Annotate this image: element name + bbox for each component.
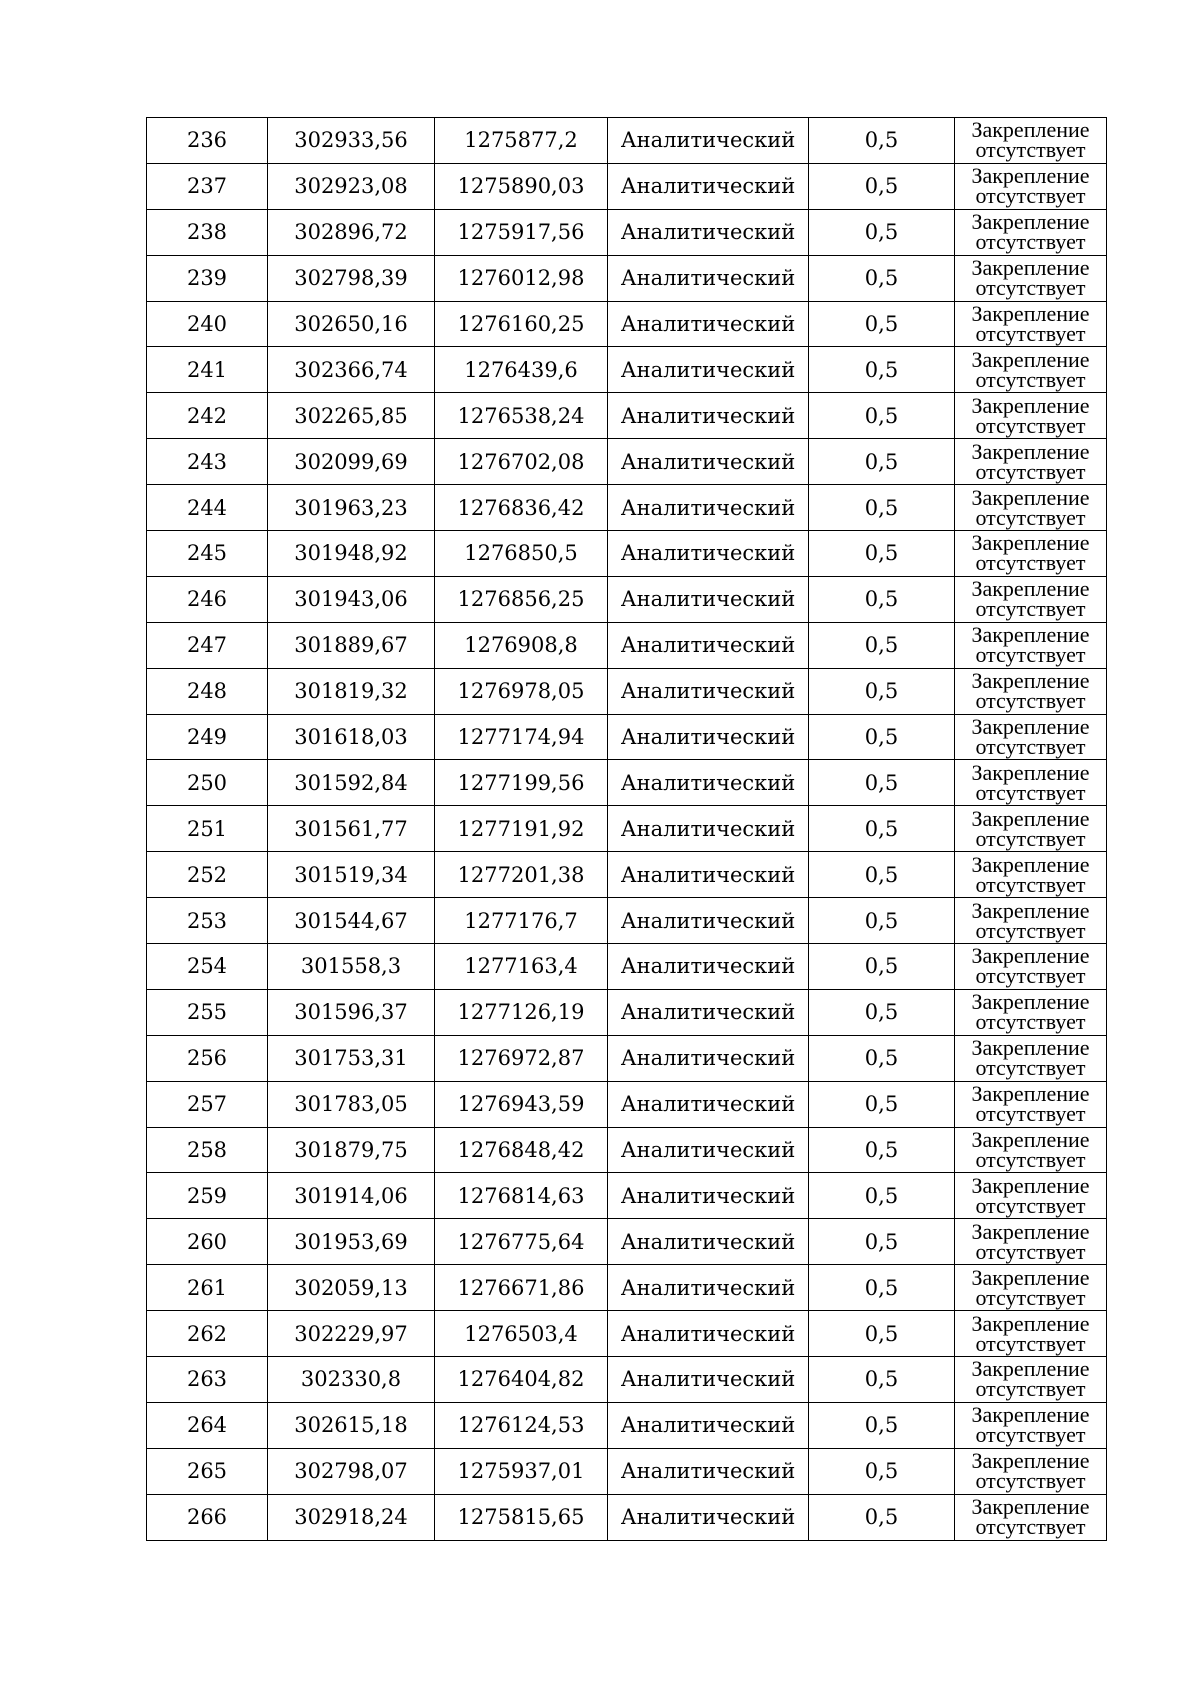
fixation-note-line: Закрепление xyxy=(971,897,1090,923)
y-coordinate-cell: 1276856,25 xyxy=(435,576,608,622)
accuracy-cell: 0,5 xyxy=(809,1081,955,1127)
fixation-note-line: отсутствует xyxy=(975,275,1086,301)
fixation-note-line: отсутствует xyxy=(975,183,1086,209)
y-coordinate-cell: 1276124,53 xyxy=(435,1402,608,1448)
fixation-note-cell xyxy=(955,668,1107,714)
y-coordinate-cell: 1276702,08 xyxy=(435,439,608,485)
fixation-note-cell xyxy=(955,347,1107,393)
method-cell: Аналитический xyxy=(608,1219,809,1265)
method-cell: Аналитический xyxy=(608,944,809,990)
accuracy-cell: 0,5 xyxy=(809,668,955,714)
fixation-note-cell xyxy=(955,989,1107,1035)
point-number-cell: 254 xyxy=(147,944,268,990)
fixation-note-line: Закрепление xyxy=(971,255,1090,281)
fixation-note-line: Закрепление xyxy=(971,117,1090,143)
fixation-note-line: отсутствует xyxy=(975,550,1086,576)
x-coordinate-cell: 301914,06 xyxy=(268,1173,435,1219)
table-row xyxy=(147,347,1107,393)
x-coordinate-cell: 301783,05 xyxy=(268,1081,435,1127)
accuracy-cell: 0,5 xyxy=(809,1448,955,1494)
accuracy-cell: 0,5 xyxy=(809,347,955,393)
y-coordinate-cell: 1276538,24 xyxy=(435,393,608,439)
y-coordinate-cell: 1277163,4 xyxy=(435,944,608,990)
point-number-cell: 248 xyxy=(147,668,268,714)
accuracy-cell: 0,5 xyxy=(809,1219,955,1265)
x-coordinate-cell: 302330,8 xyxy=(268,1357,435,1403)
accuracy-cell: 0,5 xyxy=(809,1311,955,1357)
x-coordinate-cell: 302650,16 xyxy=(268,301,435,347)
x-coordinate-cell: 301592,84 xyxy=(268,760,435,806)
point-number-cell: 241 xyxy=(147,347,268,393)
y-coordinate-cell: 1276814,63 xyxy=(435,1173,608,1219)
fixation-note-line: отсутствует xyxy=(975,1330,1086,1356)
fixation-note-line: отсутствует xyxy=(975,1284,1086,1310)
fixation-note-cell xyxy=(955,485,1107,531)
point-number-cell: 260 xyxy=(147,1219,268,1265)
fixation-note-line: Закрепление xyxy=(971,346,1090,372)
point-number-cell: 250 xyxy=(147,760,268,806)
accuracy-cell: 0,5 xyxy=(809,1127,955,1173)
point-number-cell: 240 xyxy=(147,301,268,347)
y-coordinate-cell: 1277176,7 xyxy=(435,898,608,944)
accuracy-cell: 0,5 xyxy=(809,485,955,531)
y-coordinate-cell: 1276160,25 xyxy=(435,301,608,347)
fixation-note-line: Закрепление xyxy=(971,989,1090,1015)
fixation-note-line: отсутствует xyxy=(975,1468,1086,1494)
fixation-note-line: Закрепление xyxy=(971,1264,1090,1290)
x-coordinate-cell: 301596,37 xyxy=(268,989,435,1035)
accuracy-cell: 0,5 xyxy=(809,806,955,852)
x-coordinate-cell: 302099,69 xyxy=(268,439,435,485)
accuracy-cell: 0,5 xyxy=(809,1494,955,1540)
fixation-note-line: Закрепление xyxy=(971,622,1090,648)
y-coordinate-cell: 1275890,03 xyxy=(435,163,608,209)
fixation-note-line: отсутствует xyxy=(975,1376,1086,1402)
x-coordinate-cell: 302798,07 xyxy=(268,1448,435,1494)
y-coordinate-cell: 1275917,56 xyxy=(435,209,608,255)
table-row xyxy=(147,163,1107,209)
fixation-note-cell xyxy=(955,1173,1107,1219)
table-row xyxy=(147,1311,1107,1357)
point-number-cell: 239 xyxy=(147,255,268,301)
y-coordinate-cell: 1276404,82 xyxy=(435,1357,608,1403)
x-coordinate-cell: 302923,08 xyxy=(268,163,435,209)
y-coordinate-cell: 1276978,05 xyxy=(435,668,608,714)
table-row xyxy=(147,1173,1107,1219)
fixation-note-cell xyxy=(955,1357,1107,1403)
y-coordinate-cell: 1276775,64 xyxy=(435,1219,608,1265)
point-number-cell: 261 xyxy=(147,1265,268,1311)
method-cell: Аналитический xyxy=(608,898,809,944)
point-number-cell: 252 xyxy=(147,852,268,898)
fixation-note-line: Закрепление xyxy=(971,530,1090,556)
table-row xyxy=(147,1219,1107,1265)
y-coordinate-cell: 1275877,2 xyxy=(435,118,608,164)
fixation-note-line: отсутствует xyxy=(975,504,1086,530)
method-cell: Аналитический xyxy=(608,1035,809,1081)
fixation-note-line: Закрепление xyxy=(971,1127,1090,1153)
fixation-note-line: отсутствует xyxy=(975,1192,1086,1218)
method-cell: Аналитический xyxy=(608,760,809,806)
x-coordinate-cell: 301819,32 xyxy=(268,668,435,714)
accuracy-cell: 0,5 xyxy=(809,1402,955,1448)
accuracy-cell: 0,5 xyxy=(809,760,955,806)
point-number-cell: 237 xyxy=(147,163,268,209)
method-cell: Аналитический xyxy=(608,347,809,393)
x-coordinate-cell: 301519,34 xyxy=(268,852,435,898)
method-cell: Аналитический xyxy=(608,1173,809,1219)
fixation-note-cell xyxy=(955,1127,1107,1173)
fixation-note-cell xyxy=(955,163,1107,209)
point-number-cell: 244 xyxy=(147,485,268,531)
fixation-note-cell xyxy=(955,944,1107,990)
fixation-note-cell xyxy=(955,1035,1107,1081)
table-row xyxy=(147,668,1107,714)
method-cell: Аналитический xyxy=(608,1357,809,1403)
x-coordinate-cell: 301953,69 xyxy=(268,1219,435,1265)
point-number-cell: 245 xyxy=(147,531,268,577)
fixation-note-line: отсутствует xyxy=(975,366,1086,392)
method-cell: Аналитический xyxy=(608,1311,809,1357)
accuracy-cell: 0,5 xyxy=(809,898,955,944)
table-row xyxy=(147,439,1107,485)
fixation-note-line: Закрепление xyxy=(971,805,1090,831)
table-row xyxy=(147,989,1107,1035)
fixation-note-cell xyxy=(955,1311,1107,1357)
fixation-note-cell xyxy=(955,806,1107,852)
point-number-cell: 264 xyxy=(147,1402,268,1448)
fixation-note-line: Закрепление xyxy=(971,1448,1090,1474)
table-row xyxy=(147,301,1107,347)
fixation-note-cell xyxy=(955,531,1107,577)
x-coordinate-cell: 302059,13 xyxy=(268,1265,435,1311)
table-row xyxy=(147,118,1107,164)
method-cell: Аналитический xyxy=(608,714,809,760)
fixation-note-line: отсутствует xyxy=(975,963,1086,989)
fixation-note-cell xyxy=(955,622,1107,668)
point-number-cell: 236 xyxy=(147,118,268,164)
fixation-note-line: отсутствует xyxy=(975,1055,1086,1081)
x-coordinate-cell: 301618,03 xyxy=(268,714,435,760)
y-coordinate-cell: 1276848,42 xyxy=(435,1127,608,1173)
fixation-note-line: Закрепление xyxy=(971,1035,1090,1061)
table-row xyxy=(147,806,1107,852)
y-coordinate-cell: 1276908,8 xyxy=(435,622,608,668)
fixation-note-line: Закрепление xyxy=(971,714,1090,740)
x-coordinate-cell: 301561,77 xyxy=(268,806,435,852)
table-row xyxy=(147,1402,1107,1448)
table-row xyxy=(147,944,1107,990)
point-number-cell: 263 xyxy=(147,1357,268,1403)
accuracy-cell: 0,5 xyxy=(809,1035,955,1081)
x-coordinate-cell: 302798,39 xyxy=(268,255,435,301)
table-row xyxy=(147,1265,1107,1311)
fixation-note-cell xyxy=(955,1081,1107,1127)
method-cell: Аналитический xyxy=(608,806,809,852)
method-cell: Аналитический xyxy=(608,576,809,622)
y-coordinate-cell: 1277174,94 xyxy=(435,714,608,760)
x-coordinate-cell: 301963,23 xyxy=(268,485,435,531)
point-number-cell: 247 xyxy=(147,622,268,668)
fixation-note-cell xyxy=(955,760,1107,806)
fixation-note-cell xyxy=(955,118,1107,164)
fixation-note-line: Закрепление xyxy=(971,438,1090,464)
accuracy-cell: 0,5 xyxy=(809,531,955,577)
x-coordinate-cell: 301879,75 xyxy=(268,1127,435,1173)
fixation-note-cell xyxy=(955,209,1107,255)
method-cell: Аналитический xyxy=(608,1127,809,1173)
fixation-note-line: Закрепление xyxy=(971,668,1090,694)
x-coordinate-cell: 302265,85 xyxy=(268,393,435,439)
y-coordinate-cell: 1276503,4 xyxy=(435,1311,608,1357)
point-number-cell: 242 xyxy=(147,393,268,439)
table-row xyxy=(147,898,1107,944)
table-row xyxy=(147,1081,1107,1127)
y-coordinate-cell: 1276836,42 xyxy=(435,485,608,531)
fixation-note-line: отсутствует xyxy=(975,412,1086,438)
fixation-note-cell xyxy=(955,714,1107,760)
fixation-note-cell xyxy=(955,439,1107,485)
y-coordinate-cell: 1276671,86 xyxy=(435,1265,608,1311)
accuracy-cell: 0,5 xyxy=(809,209,955,255)
fixation-note-cell xyxy=(955,1219,1107,1265)
x-coordinate-cell: 301943,06 xyxy=(268,576,435,622)
table-row xyxy=(147,531,1107,577)
accuracy-cell: 0,5 xyxy=(809,393,955,439)
y-coordinate-cell: 1276972,87 xyxy=(435,1035,608,1081)
table-row xyxy=(147,393,1107,439)
method-cell: Аналитический xyxy=(608,1081,809,1127)
table-row xyxy=(147,622,1107,668)
point-number-cell: 258 xyxy=(147,1127,268,1173)
fixation-note-line: Закрепление xyxy=(971,484,1090,510)
fixation-note-line: отсутствует xyxy=(975,1422,1086,1448)
x-coordinate-cell: 302896,72 xyxy=(268,209,435,255)
fixation-note-line: отсутствует xyxy=(975,642,1086,668)
table-row xyxy=(147,1357,1107,1403)
fixation-note-line: Закрепление xyxy=(971,759,1090,785)
coordinates-table xyxy=(146,117,1107,1541)
fixation-note-line: отсутствует xyxy=(975,734,1086,760)
accuracy-cell: 0,5 xyxy=(809,1357,955,1403)
x-coordinate-cell: 301558,3 xyxy=(268,944,435,990)
y-coordinate-cell: 1276943,59 xyxy=(435,1081,608,1127)
table-row xyxy=(147,852,1107,898)
accuracy-cell: 0,5 xyxy=(809,1265,955,1311)
accuracy-cell: 0,5 xyxy=(809,163,955,209)
fixation-note-line: отсутствует xyxy=(975,321,1086,346)
method-cell: Аналитический xyxy=(608,531,809,577)
fixation-note-line: отсутствует xyxy=(975,688,1086,714)
x-coordinate-cell: 301544,67 xyxy=(268,898,435,944)
fixation-note-line: отсутствует xyxy=(975,1238,1086,1264)
point-number-cell: 243 xyxy=(147,439,268,485)
table-row xyxy=(147,255,1107,301)
method-cell: Аналитический xyxy=(608,393,809,439)
method-cell: Аналитический xyxy=(608,163,809,209)
x-coordinate-cell: 301948,92 xyxy=(268,531,435,577)
fixation-note-line: Закрепление xyxy=(971,1310,1090,1336)
point-number-cell: 238 xyxy=(147,209,268,255)
fixation-note-line: Закрепление xyxy=(971,392,1090,418)
fixation-note-line: отсутствует xyxy=(975,458,1086,484)
fixation-note-cell xyxy=(955,393,1107,439)
fixation-note-line: отсутствует xyxy=(975,596,1086,622)
point-number-cell: 253 xyxy=(147,898,268,944)
fixation-note-cell xyxy=(955,898,1107,944)
table-row xyxy=(147,1127,1107,1173)
method-cell: Аналитический xyxy=(608,118,809,164)
method-cell: Аналитический xyxy=(608,209,809,255)
table-row xyxy=(147,209,1107,255)
y-coordinate-cell: 1275937,01 xyxy=(435,1448,608,1494)
accuracy-cell: 0,5 xyxy=(809,255,955,301)
point-number-cell: 265 xyxy=(147,1448,268,1494)
fixation-note-line: Закрепление xyxy=(971,1172,1090,1198)
x-coordinate-cell: 301753,31 xyxy=(268,1035,435,1081)
point-number-cell: 256 xyxy=(147,1035,268,1081)
method-cell: Аналитический xyxy=(608,1448,809,1494)
method-cell: Аналитический xyxy=(608,852,809,898)
fixation-note-line: Закрепление xyxy=(971,1356,1090,1382)
point-number-cell: 255 xyxy=(147,989,268,1035)
fixation-note-line: Закрепление xyxy=(971,1494,1090,1520)
method-cell: Аналитический xyxy=(608,255,809,301)
table-row xyxy=(147,576,1107,622)
y-coordinate-cell: 1277201,38 xyxy=(435,852,608,898)
fixation-note-line: отсутствует xyxy=(975,229,1086,255)
accuracy-cell: 0,5 xyxy=(809,622,955,668)
point-number-cell: 257 xyxy=(147,1081,268,1127)
fixation-note-line: отсутствует xyxy=(975,1514,1086,1540)
fixation-note-line: отсутствует xyxy=(975,825,1086,851)
fixation-note-line: Закрепление xyxy=(971,163,1090,189)
table-row xyxy=(147,714,1107,760)
method-cell: Аналитический xyxy=(608,668,809,714)
fixation-note-line: отсутствует xyxy=(975,1009,1086,1035)
fixation-note-line: Закрепление xyxy=(971,943,1090,969)
y-coordinate-cell: 1276850,5 xyxy=(435,531,608,577)
fixation-note-line: Закрепление xyxy=(971,1081,1090,1107)
method-cell: Аналитический xyxy=(608,989,809,1035)
x-coordinate-cell: 302229,97 xyxy=(268,1311,435,1357)
fixation-note-line: отсутствует xyxy=(975,871,1086,897)
table-row xyxy=(147,1035,1107,1081)
fixation-note-line: отсутствует xyxy=(975,1101,1086,1127)
point-number-cell: 259 xyxy=(147,1173,268,1219)
coordinates-table-body xyxy=(147,118,1107,1541)
method-cell: Аналитический xyxy=(608,1265,809,1311)
y-coordinate-cell: 1277191,92 xyxy=(435,806,608,852)
table-row xyxy=(147,1494,1107,1540)
y-coordinate-cell: 1277126,19 xyxy=(435,989,608,1035)
method-cell: Аналитический xyxy=(608,439,809,485)
accuracy-cell: 0,5 xyxy=(809,852,955,898)
fixation-note-cell xyxy=(955,576,1107,622)
fixation-note-cell xyxy=(955,1402,1107,1448)
fixation-note-line: Закрепление xyxy=(971,576,1090,602)
x-coordinate-cell: 302366,74 xyxy=(268,347,435,393)
point-number-cell: 249 xyxy=(147,714,268,760)
method-cell: Аналитический xyxy=(608,622,809,668)
table-row xyxy=(147,760,1107,806)
method-cell: Аналитический xyxy=(608,1494,809,1540)
fixation-note-cell xyxy=(955,255,1107,301)
fixation-note-line: отсутствует xyxy=(975,1147,1086,1173)
fixation-note-cell xyxy=(955,1494,1107,1540)
accuracy-cell: 0,5 xyxy=(809,714,955,760)
accuracy-cell: 0,5 xyxy=(809,439,955,485)
accuracy-cell: 0,5 xyxy=(809,576,955,622)
fixation-note-line: отсутствует xyxy=(975,137,1086,163)
accuracy-cell: 0,5 xyxy=(809,989,955,1035)
accuracy-cell: 0,5 xyxy=(809,944,955,990)
table-row xyxy=(147,485,1107,531)
method-cell: Аналитический xyxy=(608,301,809,347)
accuracy-cell: 0,5 xyxy=(809,301,955,347)
y-coordinate-cell: 1276012,98 xyxy=(435,255,608,301)
point-number-cell: 251 xyxy=(147,806,268,852)
fixation-note-line: Закрепление xyxy=(971,209,1090,235)
fixation-note-line: Закрепление xyxy=(971,1402,1090,1428)
table-row xyxy=(147,1448,1107,1494)
method-cell: Аналитический xyxy=(608,485,809,531)
fixation-note-cell xyxy=(955,1265,1107,1311)
fixation-note-cell xyxy=(955,852,1107,898)
point-number-cell: 246 xyxy=(147,576,268,622)
point-number-cell: 266 xyxy=(147,1494,268,1540)
fixation-note-line: Закрепление xyxy=(971,301,1090,326)
point-number-cell: 262 xyxy=(147,1311,268,1357)
fixation-note-cell xyxy=(955,301,1107,347)
y-coordinate-cell: 1276439,6 xyxy=(435,347,608,393)
method-cell: Аналитический xyxy=(608,1402,809,1448)
x-coordinate-cell: 302615,18 xyxy=(268,1402,435,1448)
y-coordinate-cell: 1275815,65 xyxy=(435,1494,608,1540)
x-coordinate-cell: 302933,56 xyxy=(268,118,435,164)
accuracy-cell: 0,5 xyxy=(809,118,955,164)
fixation-note-line: Закрепление xyxy=(971,1218,1090,1244)
fixation-note-cell xyxy=(955,1448,1107,1494)
fixation-note-line: отсутствует xyxy=(975,779,1086,805)
fixation-note-line: Закрепление xyxy=(971,851,1090,877)
fixation-note-line: отсутствует xyxy=(975,917,1086,943)
accuracy-cell: 0,5 xyxy=(809,1173,955,1219)
x-coordinate-cell: 301889,67 xyxy=(268,622,435,668)
x-coordinate-cell: 302918,24 xyxy=(268,1494,435,1540)
y-coordinate-cell: 1277199,56 xyxy=(435,760,608,806)
